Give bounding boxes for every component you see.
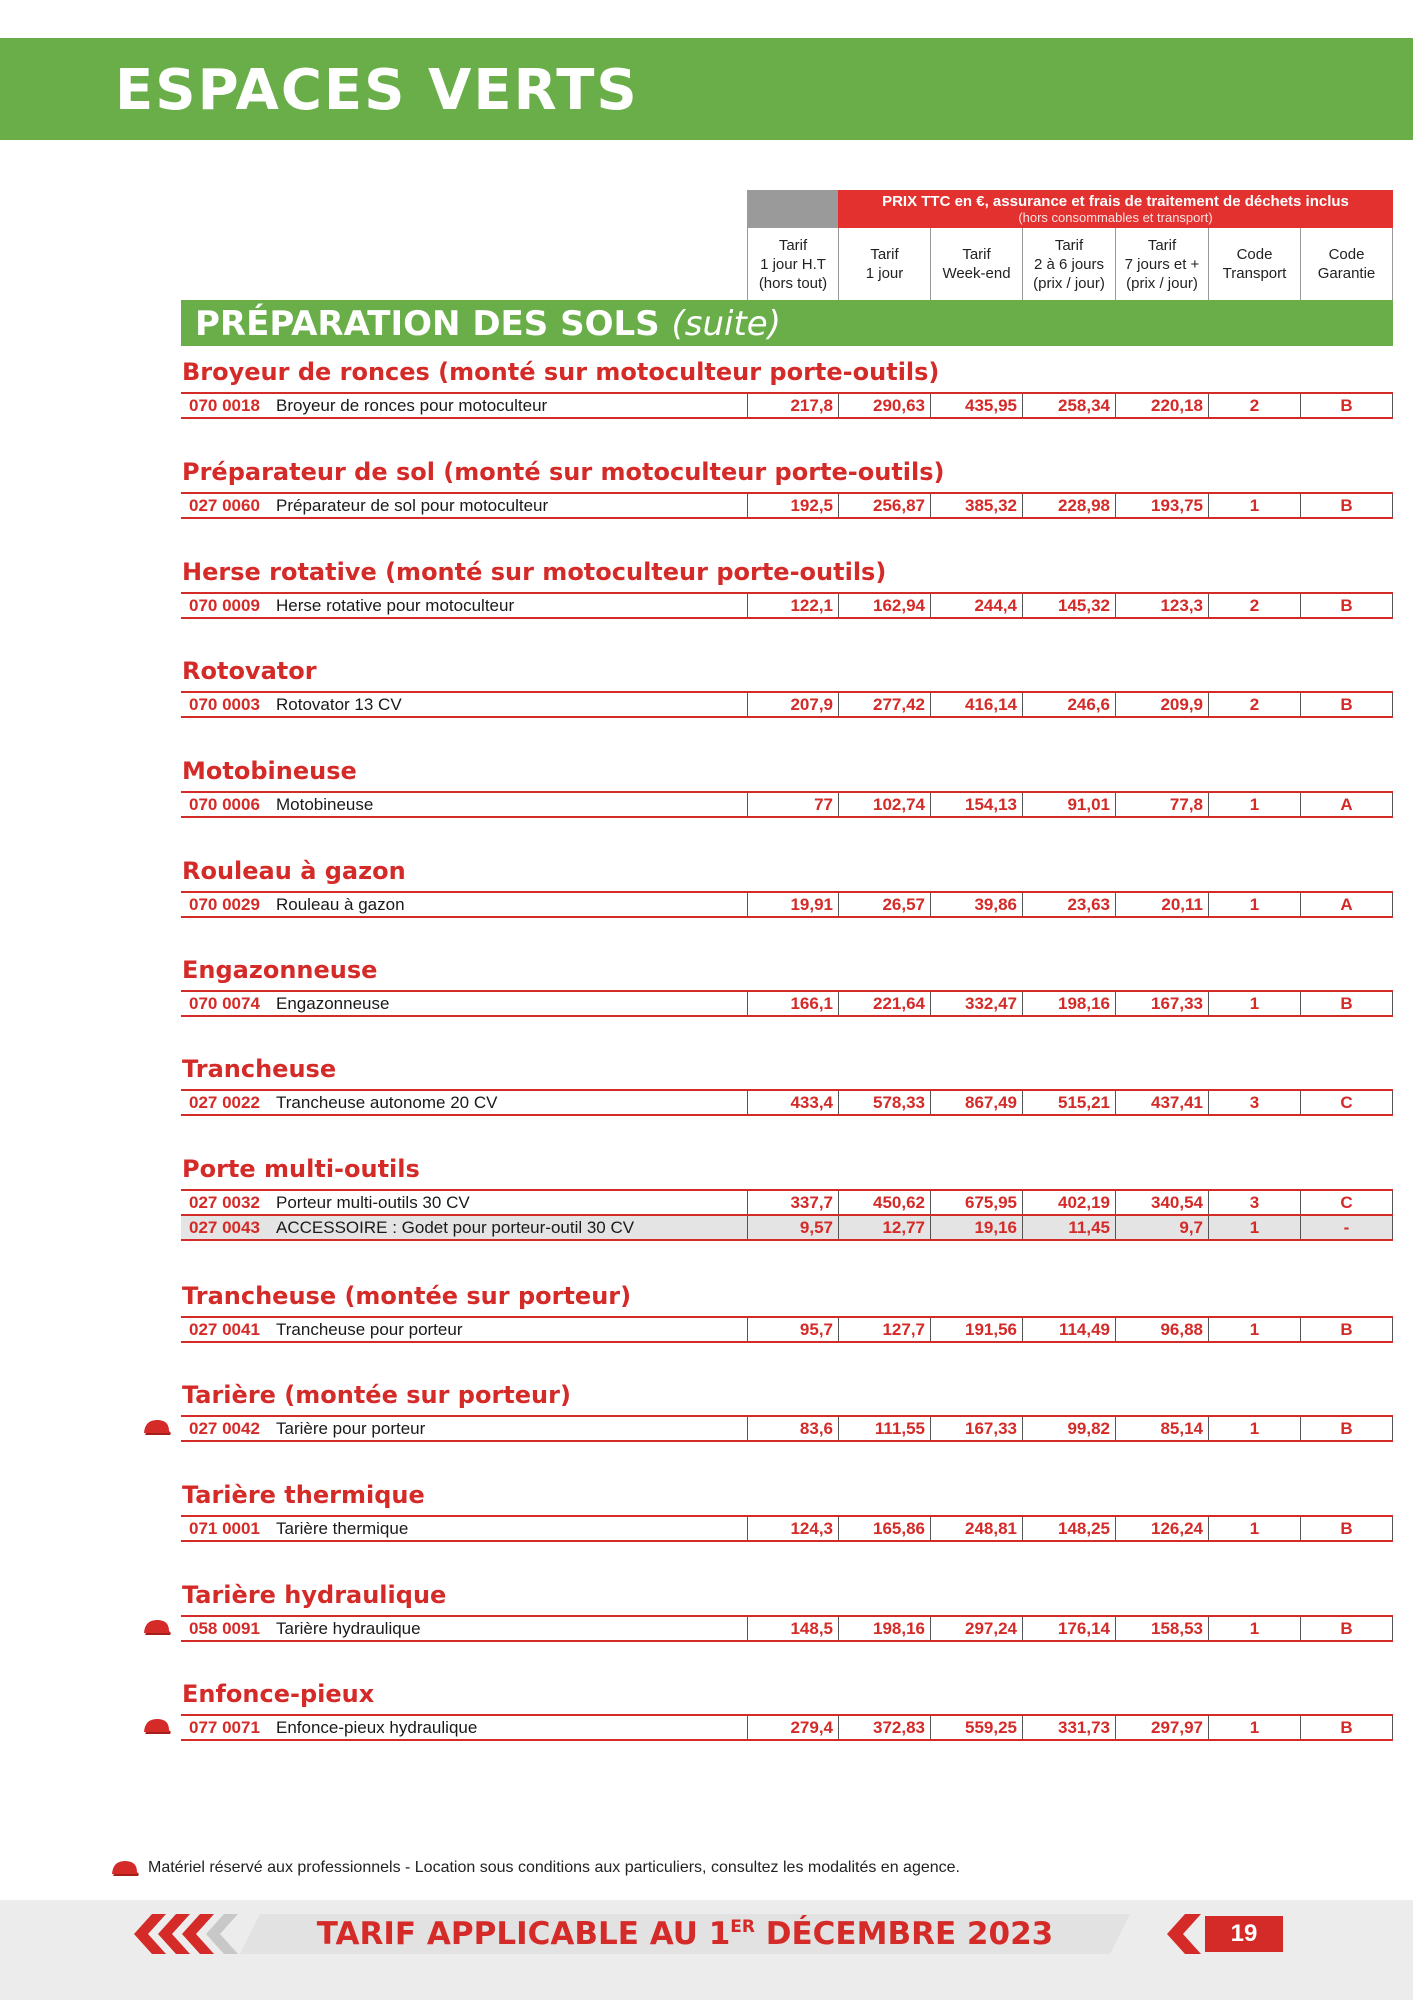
- price-cell: 258,34: [1022, 394, 1115, 417]
- column-header: Code Garantie: [1300, 228, 1393, 300]
- item-code: 058 0091: [189, 1619, 260, 1638]
- price-cell: 331,73: [1022, 1716, 1115, 1739]
- price-cell: 402,19: [1022, 1191, 1115, 1214]
- price-cell: 23,63: [1022, 893, 1115, 916]
- price-cell: 176,14: [1022, 1617, 1115, 1640]
- price-cell: 675,95: [930, 1191, 1022, 1214]
- item-code: 027 0041: [189, 1320, 260, 1339]
- transport-code-cell: 1: [1208, 1716, 1300, 1739]
- item-code: 070 0018: [189, 396, 260, 415]
- price-cell: 559,25: [930, 1716, 1022, 1739]
- category-title: Rouleau à gazon: [182, 857, 406, 885]
- item-code: 070 0009: [189, 596, 260, 615]
- guarantee-code-cell: B: [1300, 1417, 1393, 1440]
- price-header: [838, 190, 1393, 228]
- red-helmet-icon: [142, 1617, 172, 1637]
- transport-code-cell: 1: [1208, 893, 1300, 916]
- price-cell: 96,88: [1115, 1318, 1208, 1341]
- price-cell: 867,49: [930, 1091, 1022, 1114]
- item-description: Engazonneuse: [276, 994, 390, 1013]
- red-helmet-icon: [110, 1858, 140, 1878]
- price-cell: 162,94: [838, 594, 930, 617]
- price-cell: 166,1: [747, 992, 838, 1015]
- footnote-text: Matériel réservé aux professionnels - Location sous conditions aux particuliers, consultez les modalités en agence.: [148, 1859, 960, 1876]
- category-title: Préparateur de sol (monté sur motoculteur porte-outils): [182, 458, 945, 486]
- price-cell: 340,54: [1115, 1191, 1208, 1214]
- transport-code-cell: 1: [1208, 992, 1300, 1015]
- guarantee-code-cell: B: [1300, 594, 1393, 617]
- item-description: Rotovator 13 CV: [276, 695, 402, 714]
- price-cell: 123,3: [1115, 594, 1208, 617]
- item-code: 027 0042: [189, 1419, 260, 1438]
- price-cell: 77,8: [1115, 793, 1208, 816]
- price-cell: 515,21: [1022, 1091, 1115, 1114]
- chevron-left-icon: [1165, 1914, 1205, 1954]
- category-title: Tarière thermique: [182, 1481, 425, 1509]
- column-header: Tarif Week-end: [930, 228, 1022, 300]
- price-cell: 207,9: [747, 693, 838, 716]
- price-cell: 154,13: [930, 793, 1022, 816]
- page-title: ESPACES VERTS: [115, 58, 639, 123]
- guarantee-code-cell: A: [1300, 793, 1393, 816]
- category-title: Tarière (montée sur porteur): [182, 1381, 571, 1409]
- guarantee-code-cell: B: [1300, 394, 1393, 417]
- price-cell: 279,4: [747, 1716, 838, 1739]
- column-header: Code Transport: [1208, 228, 1300, 300]
- guarantee-code-cell: B: [1300, 494, 1393, 517]
- price-cell: 198,16: [1022, 992, 1115, 1015]
- price-cell: 385,32: [930, 494, 1022, 517]
- item-code: 027 0032: [189, 1193, 260, 1212]
- table-row: [181, 691, 1393, 718]
- price-cell: 228,98: [1022, 494, 1115, 517]
- price-cell: 246,6: [1022, 693, 1115, 716]
- price-cell: 26,57: [838, 893, 930, 916]
- table-row: [181, 1415, 1393, 1442]
- transport-code-cell: 1: [1208, 1517, 1300, 1540]
- price-cell: 85,14: [1115, 1417, 1208, 1440]
- column-header: Tarif 7 jours et + (prix / jour): [1115, 228, 1208, 300]
- price-cell: 209,9: [1115, 693, 1208, 716]
- item-code: 070 0003: [189, 695, 260, 714]
- guarantee-code-cell: B: [1300, 992, 1393, 1015]
- price-header-title: PRIX TTC en €, assurance et frais de traitement de déchets inclus: [882, 193, 1349, 210]
- price-cell: 20,11: [1115, 893, 1208, 916]
- price-cell: 248,81: [930, 1517, 1022, 1540]
- category-title: Rotovator: [182, 657, 317, 685]
- guarantee-code-cell: C: [1300, 1191, 1393, 1214]
- transport-code-cell: 1: [1208, 793, 1300, 816]
- section-band: [181, 300, 1393, 346]
- price-cell: 244,4: [930, 594, 1022, 617]
- price-cell: 217,8: [747, 394, 838, 417]
- item-description: Trancheuse autonome 20 CV: [276, 1093, 498, 1112]
- footnote: [110, 1858, 960, 1878]
- price-cell: 435,95: [930, 394, 1022, 417]
- price-cell: 102,74: [838, 793, 930, 816]
- category-title: Trancheuse (montée sur porteur): [182, 1282, 632, 1310]
- footer-validity-text: TARIF APPLICABLE AU 1ER DÉCEMBRE 2023: [316, 1916, 1054, 1952]
- price-cell: 332,47: [930, 992, 1022, 1015]
- price-cell: 127,7: [838, 1318, 930, 1341]
- page-number: 19: [1205, 1916, 1283, 1952]
- price-cell: 148,5: [747, 1617, 838, 1640]
- price-cell: 167,33: [1115, 992, 1208, 1015]
- transport-code-cell: 1: [1208, 1617, 1300, 1640]
- item-description: Rouleau à gazon: [276, 895, 405, 914]
- price-cell: 124,3: [747, 1517, 838, 1540]
- price-cell: 77: [747, 793, 838, 816]
- price-cell: 95,7: [747, 1318, 838, 1341]
- table-row: [181, 1089, 1393, 1116]
- item-description: Tarière hydraulique: [276, 1619, 421, 1638]
- price-cell: 372,83: [838, 1716, 930, 1739]
- table-row: [181, 791, 1393, 818]
- transport-code-cell: 1: [1208, 1318, 1300, 1341]
- price-cell: 256,87: [838, 494, 930, 517]
- transport-code-cell: 2: [1208, 394, 1300, 417]
- item-code: 071 0001: [189, 1519, 260, 1538]
- price-cell: 297,97: [1115, 1716, 1208, 1739]
- category-title: Engazonneuse: [182, 956, 378, 984]
- item-code: 027 0022: [189, 1093, 260, 1112]
- category-title: Herse rotative (monté sur motoculteur porte-outils): [182, 558, 887, 586]
- column-header: Tarif 1 jour: [838, 228, 930, 300]
- price-cell: 221,64: [838, 992, 930, 1015]
- guarantee-code-cell: B: [1300, 1716, 1393, 1739]
- price-cell: 114,49: [1022, 1318, 1115, 1341]
- item-description: Tarière thermique: [276, 1519, 409, 1538]
- transport-code-cell: 3: [1208, 1191, 1300, 1214]
- item-code: 070 0006: [189, 795, 260, 814]
- price-cell: 450,62: [838, 1191, 930, 1214]
- price-cell: 158,53: [1115, 1617, 1208, 1640]
- price-cell: 193,75: [1115, 494, 1208, 517]
- price-cell: 198,16: [838, 1617, 930, 1640]
- category-title: Tarière hydraulique: [182, 1581, 447, 1609]
- price-cell: 19,16: [930, 1216, 1022, 1239]
- price-cell: 165,86: [838, 1517, 930, 1540]
- price-header-subtitle: (hors consommables et transport): [1018, 210, 1213, 225]
- category-title: Porte multi-outils: [182, 1155, 420, 1183]
- price-cell: 437,41: [1115, 1091, 1208, 1114]
- section-title: PRÉPARATION DES SOLS (suite): [195, 304, 781, 344]
- price-cell: 19,91: [747, 893, 838, 916]
- price-cell: 83,6: [747, 1417, 838, 1440]
- guarantee-code-cell: B: [1300, 1517, 1393, 1540]
- item-description: Porteur multi-outils 30 CV: [276, 1193, 470, 1212]
- table-row: [181, 1189, 1393, 1216]
- transport-code-cell: 3: [1208, 1091, 1300, 1114]
- guarantee-code-cell: B: [1300, 1617, 1393, 1640]
- table-row: [181, 592, 1393, 619]
- guarantee-code-cell: B: [1300, 693, 1393, 716]
- price-cell: 148,25: [1022, 1517, 1115, 1540]
- transport-code-cell: 2: [1208, 693, 1300, 716]
- category-title: Trancheuse: [182, 1055, 337, 1083]
- table-row: [181, 1515, 1393, 1542]
- price-cell: 220,18: [1115, 394, 1208, 417]
- guarantee-code-cell: B: [1300, 1318, 1393, 1341]
- item-code: 027 0043: [189, 1218, 260, 1237]
- item-description: Enfonce-pieux hydraulique: [276, 1718, 478, 1737]
- item-description: Broyeur de ronces pour motoculteur: [276, 396, 548, 415]
- item-description: Trancheuse pour porteur: [276, 1320, 463, 1339]
- price-cell: 290,63: [838, 394, 930, 417]
- transport-code-cell: 1: [1208, 1216, 1300, 1239]
- section-suffix: (suite): [671, 304, 781, 344]
- price-cell: 145,32: [1022, 594, 1115, 617]
- price-cell: 9,57: [747, 1216, 838, 1239]
- price-cell: 122,1: [747, 594, 838, 617]
- page-banner: [0, 38, 1413, 140]
- price-cell: 99,82: [1022, 1417, 1115, 1440]
- price-cell: 192,5: [747, 494, 838, 517]
- guarantee-code-cell: -: [1300, 1216, 1393, 1239]
- table-row: [181, 392, 1393, 419]
- item-code: 077 0071: [189, 1718, 260, 1737]
- price-cell: 126,24: [1115, 1517, 1208, 1540]
- price-cell: 416,14: [930, 693, 1022, 716]
- column-header: Tarif 1 jour H.T (hors tout): [747, 228, 838, 300]
- price-cell: 111,55: [838, 1417, 930, 1440]
- table-row: [181, 891, 1393, 918]
- price-cell: 9,7: [1115, 1216, 1208, 1239]
- category-title: Broyeur de ronces (monté sur motoculteur porte-outils): [182, 358, 940, 386]
- guarantee-code-cell: C: [1300, 1091, 1393, 1114]
- transport-code-cell: 1: [1208, 494, 1300, 517]
- table-row: [181, 1216, 1393, 1241]
- price-cell: 297,24: [930, 1617, 1022, 1640]
- price-cell: 433,4: [747, 1091, 838, 1114]
- category-title: Enfonce-pieux: [182, 1680, 375, 1708]
- item-description: ACCESSOIRE : Godet pour porteur-outil 30 CV: [276, 1218, 635, 1237]
- red-helmet-icon: [142, 1716, 172, 1736]
- table-row: [181, 1714, 1393, 1741]
- price-cell: 39,86: [930, 893, 1022, 916]
- column-header: Tarif 2 à 6 jours (prix / jour): [1022, 228, 1115, 300]
- price-cell: 11,45: [1022, 1216, 1115, 1239]
- item-description: Préparateur de sol pour motoculteur: [276, 496, 549, 515]
- item-description: Tarière pour porteur: [276, 1419, 426, 1438]
- item-code: 070 0029: [189, 895, 260, 914]
- category-title: Motobineuse: [182, 757, 357, 785]
- item-code: 070 0074: [189, 994, 260, 1013]
- table-row: [181, 492, 1393, 519]
- price-cell: 191,56: [930, 1318, 1022, 1341]
- price-cell: 337,7: [747, 1191, 838, 1214]
- item-description: Motobineuse: [276, 795, 374, 814]
- item-code: 027 0060: [189, 496, 260, 515]
- guarantee-code-cell: A: [1300, 893, 1393, 916]
- red-helmet-icon: [142, 1417, 172, 1437]
- header-ht-bar: [747, 190, 838, 228]
- price-cell: 578,33: [838, 1091, 930, 1114]
- price-cell: 12,77: [838, 1216, 930, 1239]
- table-row: [181, 1615, 1393, 1642]
- transport-code-cell: 1: [1208, 1417, 1300, 1440]
- price-cell: 277,42: [838, 693, 930, 716]
- table-row: [181, 1316, 1393, 1343]
- transport-code-cell: 2: [1208, 594, 1300, 617]
- chevrons-left-icon: [130, 1914, 240, 1954]
- table-row: [181, 990, 1393, 1017]
- price-cell: 167,33: [930, 1417, 1022, 1440]
- item-description: Herse rotative pour motoculteur: [276, 596, 515, 615]
- price-cell: 91,01: [1022, 793, 1115, 816]
